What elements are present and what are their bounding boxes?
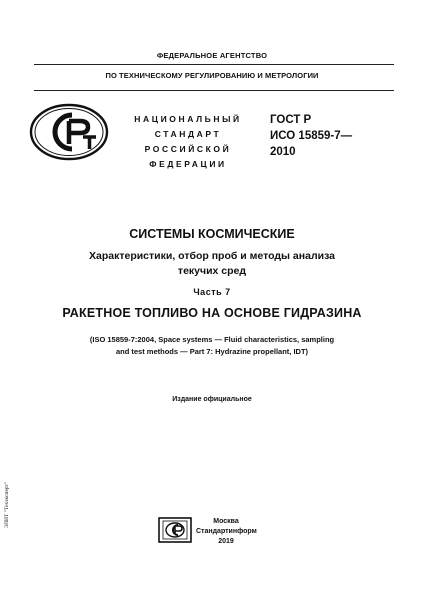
standard-designation (270, 112, 410, 160)
publisher-name: Стандартинформ (196, 528, 257, 535)
header-divider-bottom (34, 90, 394, 91)
national-line-1: НАЦИОНАЛЬНЫЙ (134, 114, 242, 124)
part-title: РАКЕТНОЕ ТОПЛИВО НА ОСНОВЕ ГИДРАЗИНА (62, 306, 362, 320)
national-standard-label (118, 112, 258, 172)
part-number: Часть 7 (193, 287, 231, 297)
publisher-city: Москва (213, 518, 239, 525)
agency-name-line1: ФЕДЕРАЛЬНОЕ АГЕНТСТВО (156, 51, 268, 60)
national-line-4: ФЕДЕРАЦИИ (149, 159, 227, 169)
national-line-2: СТАНДАРТ (154, 129, 222, 139)
document-subtitle (0, 249, 424, 279)
subtitle-line-1: Характеристики, отбор проб и методы анализа (88, 250, 336, 262)
subtitle-line-2: текучих сред (177, 265, 247, 277)
national-line-3: РОССИЙСКОЙ (144, 144, 232, 154)
gost-line-2: ИСО 15859-7— (270, 130, 353, 142)
iso-reference (0, 334, 424, 358)
document-main-title: СИСТЕМЫ КОСМИЧЕСКИЕ (129, 227, 295, 241)
publisher-year: 2019 (218, 538, 234, 545)
iso-line-1: (ISO 15859-7:2004, Space systems — Fluid characteristics, sampling (89, 335, 335, 344)
side-watermark-text: ЭЛИТ "Техэксперт" (4, 481, 10, 528)
gost-r-emblem-icon (28, 102, 110, 162)
edition-label: Издание официальное (172, 396, 252, 403)
standartinform-logo-icon (158, 517, 192, 543)
header-divider-top (34, 64, 394, 65)
publisher-info (196, 517, 256, 547)
gost-line-1: ГОСТ Р (270, 114, 312, 126)
iso-line-2: and test methods — Part 7: Hydrazine propellant, IDT) (115, 347, 309, 356)
agency-name-line2: ПО ТЕХНИЧЕСКОМУ РЕГУЛИРОВАНИЮ И МЕТРОЛОГИИ (105, 71, 319, 80)
gost-line-3: 2010 (270, 146, 296, 158)
